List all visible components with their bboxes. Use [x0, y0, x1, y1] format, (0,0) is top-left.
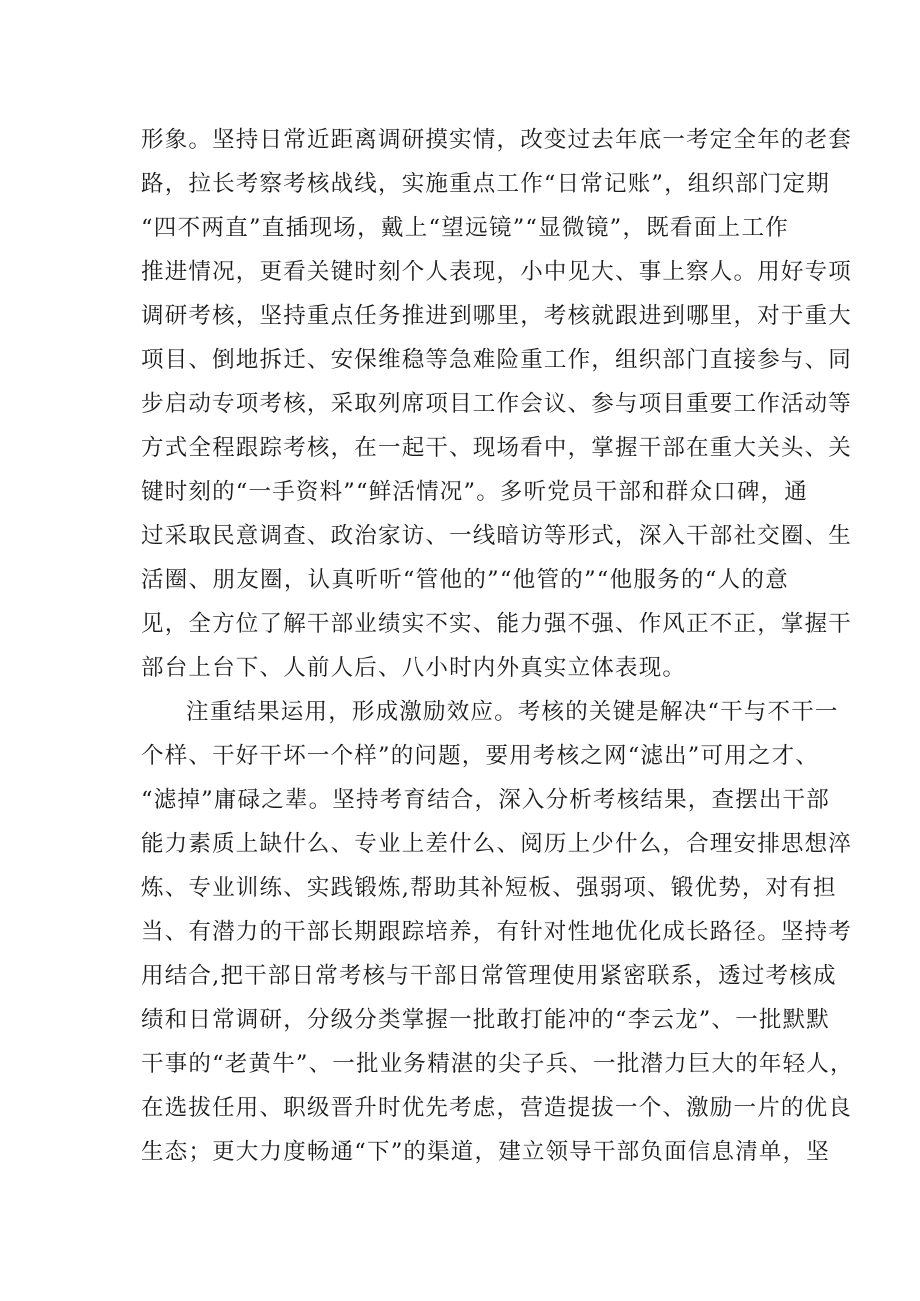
paragraph-line-20: 用结合,把干部日常考核与干部日常管理使用紧密联系，透过考核成 [141, 963, 837, 989]
paragraph-line-4: 推进情况，更看关键时刻个人表现，小中见大、事上察人。用好专项 [141, 259, 853, 285]
paragraph-line-15: 个样、干好干坏一个样”的问题，要用考核之网“滤出”可用之才、 [141, 743, 820, 769]
paragraph-line-22: 干事的“老黄牛”、一批业务精湛的尖子兵、一批潜力巨大的年轻人， [141, 1051, 854, 1077]
paragraph-line-17: 能力素质上缺什么、专业上差什么、阅历上少什么，合理安排思想淬 [141, 831, 853, 857]
paragraph-line-23: 在选拔任用、职级晋升时优先考虑，营造提拔一个、激励一片的优良 [141, 1095, 853, 1121]
paragraph-line-19: 当、有潜力的干部长期跟踪培养，有针对性地优化成长路径。坚持考 [141, 919, 853, 945]
paragraph-line-14: 注重结果运用，形成激励效应。考核的关键是解决“干与不干一 [186, 699, 839, 725]
paragraph-line-6: 项目、倒地拆迁、安保维稳等急难险重工作，组织部门直接参与、同 [141, 347, 853, 373]
paragraph-line-10: 过采取民意调查、政治家访、一线暗访等形式，深入干部社交圈、生 [141, 523, 853, 549]
paragraph-line-8: 方式全程跟踪考核，在一起干、现场看中，掌握干部在重大关头、关 [141, 435, 853, 461]
paragraph-line-13: 部台上台下、人前人后、八小时内外真实立体表现。 [141, 655, 687, 681]
paragraph-line-16: “滤掉”庸碌之辈。坚持考育结合，深入分析考核结果，查摆出干部 [141, 787, 831, 813]
paragraph-line-1: 形象。坚持日常近距离调研摸实情，改变过去年底一考定全年的老套 [141, 127, 853, 153]
paragraph-line-18: 炼、专业训练、实践锻炼,帮助其补短板、强弱项、锻优势，对有担 [141, 875, 837, 901]
paragraph-line-12: 见，全方位了解干部业绩实不实、能力强不强、作风正不正，掌握干 [141, 611, 853, 637]
paragraph-line-9: 键时刻的“一手资料”“鲜活情况”。多听党员干部和群众口碑，通 [141, 479, 809, 505]
paragraph-line-2: 路，拉长考察考核战线，实施重点工作“日常记账”，组织部门定期 [141, 171, 831, 197]
paragraph-line-3: “四不两直”直插现场，戴上“望远镜”“显微镜”，既看面上工作 [141, 215, 789, 241]
paragraph-line-11: 活圈、朋友圈，认真听听“管他的”“他管的”“他服务的“人的意 [141, 567, 789, 593]
paragraph-line-7: 步启动专项考核，采取列席项目工作会议、参与项目重要工作活动等 [141, 391, 853, 417]
paragraph-line-5: 调研考核，坚持重点任务推进到哪里，考核就跟进到哪里，对于重大 [141, 303, 853, 329]
paragraph-line-24: 生态；更大力度畅通“下”的渠道，建立领导干部负面信息清单，坚 [141, 1139, 831, 1165]
paragraph-line-21: 绩和日常调研，分级分类掌握一批敢打能冲的“李云龙”、一批默默 [141, 1007, 831, 1033]
